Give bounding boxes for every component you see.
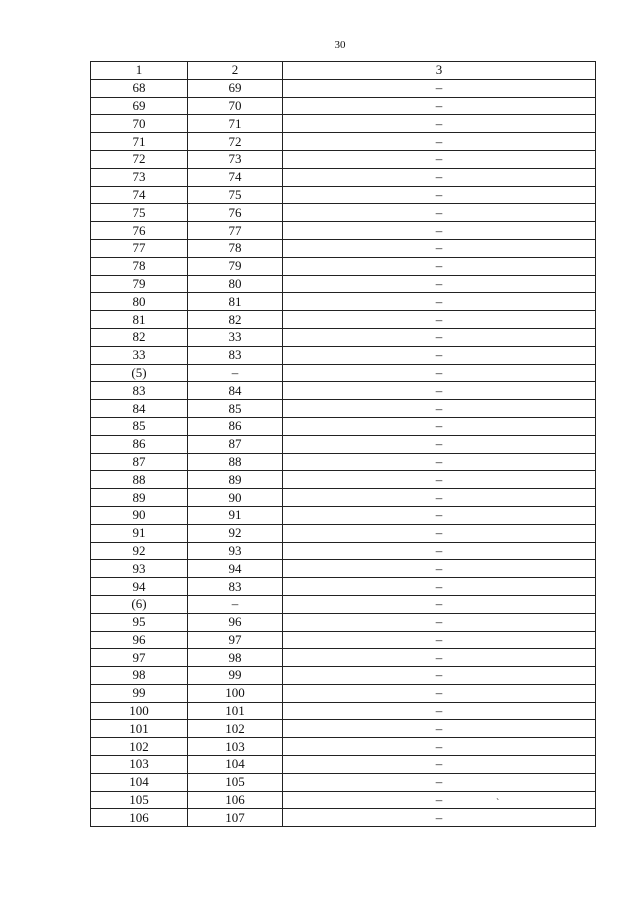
- table-cell-col-3: –: [283, 524, 596, 542]
- table-row: [91, 222, 596, 240]
- column-header-2: 2: [188, 62, 283, 80]
- table-cell-col-3: –: [283, 773, 596, 791]
- table-row: [91, 489, 596, 507]
- table-cell-col-1: 69: [91, 97, 188, 115]
- table-cell-col-2: 107: [188, 809, 283, 827]
- table-row: [91, 667, 596, 685]
- table-cell-col-1: 101: [91, 720, 188, 738]
- table-cell-col-1: 105: [91, 791, 188, 809]
- table-row: [91, 613, 596, 631]
- table-cell-col-3: –: [283, 578, 596, 596]
- table-row: [91, 400, 596, 418]
- table-cell-col-1: 86: [91, 435, 188, 453]
- table-row: [91, 168, 596, 186]
- table-cell-col-1: 75: [91, 204, 188, 222]
- table-cell-col-1: 70: [91, 115, 188, 133]
- table-row: [91, 524, 596, 542]
- table-cell-col-2: 89: [188, 471, 283, 489]
- table-cell-col-1: 91: [91, 524, 188, 542]
- table-cell-col-1: 92: [91, 542, 188, 560]
- table-row: [91, 756, 596, 774]
- table-cell-col-3: –: [283, 702, 596, 720]
- table-cell-col-3: –: [283, 560, 596, 578]
- table-cell-col-3: –: [283, 275, 596, 293]
- table-cell-col-3: –: [283, 400, 596, 418]
- table-cell-col-2: 98: [188, 649, 283, 667]
- table-cell-col-2: 77: [188, 222, 283, 240]
- table-cell-col-1: 87: [91, 453, 188, 471]
- table-cell-col-2: 88: [188, 453, 283, 471]
- table-cell-col-2: 90: [188, 489, 283, 507]
- table-body: [91, 62, 596, 827]
- table-cell-col-1: 76: [91, 222, 188, 240]
- table-cell-col-1: 33: [91, 346, 188, 364]
- table-cell-col-1: 89: [91, 489, 188, 507]
- table-cell-col-3: –: [283, 756, 596, 774]
- table-cell-col-3: –: [283, 346, 596, 364]
- table-cell-col-3: –: [283, 417, 596, 435]
- table-cell-col-3: –: [283, 720, 596, 738]
- table-cell-col-1: 78: [91, 257, 188, 275]
- table-cell-col-3: –: [283, 471, 596, 489]
- table-cell-col-2: 101: [188, 702, 283, 720]
- table-row: [91, 346, 596, 364]
- table-cell-col-1: 102: [91, 738, 188, 756]
- table-cell-col-3: –: [283, 613, 596, 631]
- table-cell-col-3: –: [283, 97, 596, 115]
- table-cell-col-1: 83: [91, 382, 188, 400]
- table-cell-col-3: –: [283, 328, 596, 346]
- table-cell-col-2: 71: [188, 115, 283, 133]
- table-cell-col-1: 106: [91, 809, 188, 827]
- table-row: [91, 133, 596, 151]
- table-row: [91, 97, 596, 115]
- table-row: [91, 684, 596, 702]
- table-cell-col-1: 94: [91, 578, 188, 596]
- table-cell-col-3: –: [283, 631, 596, 649]
- table-cell-col-1: (6): [91, 595, 188, 613]
- table-row: [91, 382, 596, 400]
- table-cell-col-1: 82: [91, 328, 188, 346]
- table-cell-col-2: 96: [188, 613, 283, 631]
- data-table: [90, 61, 596, 827]
- table-row: [91, 595, 596, 613]
- table-cell-col-3: –: [283, 542, 596, 560]
- table-row: [91, 275, 596, 293]
- table-cell-col-3: –: [283, 809, 596, 827]
- table-row: [91, 471, 596, 489]
- table-row: [91, 578, 596, 596]
- table-cell-col-1: 80: [91, 293, 188, 311]
- table-cell-col-2: 86: [188, 417, 283, 435]
- table-cell-col-2: 85: [188, 400, 283, 418]
- table-cell-col-1: 95: [91, 613, 188, 631]
- table-cell-col-2: 33: [188, 328, 283, 346]
- table-cell-col-3: –: [283, 667, 596, 685]
- table-cell-col-1: 103: [91, 756, 188, 774]
- table-cell-col-3: –: [283, 738, 596, 756]
- table-cell-col-3: –: [283, 311, 596, 329]
- table-row: [91, 257, 596, 275]
- table-cell-col-2: 70: [188, 97, 283, 115]
- table-cell-col-1: 104: [91, 773, 188, 791]
- table-row: [91, 293, 596, 311]
- table-cell-col-2: 78: [188, 239, 283, 257]
- table-cell-col-2: 105: [188, 773, 283, 791]
- page-number: 30: [334, 39, 346, 51]
- table-cell-col-1: 68: [91, 79, 188, 97]
- table-cell-col-1: 90: [91, 506, 188, 524]
- table-row: [91, 560, 596, 578]
- table-cell-col-1: 88: [91, 471, 188, 489]
- table-row: [91, 435, 596, 453]
- table-cell-col-2: 69: [188, 79, 283, 97]
- table-cell-col-3: –: [283, 204, 596, 222]
- table-row: [91, 809, 596, 827]
- table-row: [91, 649, 596, 667]
- table-cell-col-3: –: [283, 791, 596, 809]
- table-row: [91, 150, 596, 168]
- table-header-row: [91, 62, 596, 80]
- table-cell-col-2: 79: [188, 257, 283, 275]
- table-row: [91, 239, 596, 257]
- table-cell-col-1: 98: [91, 667, 188, 685]
- stray-mark: `: [496, 798, 500, 809]
- table-cell-col-2: –: [188, 595, 283, 613]
- table-cell-col-2: 83: [188, 578, 283, 596]
- table-row: [91, 702, 596, 720]
- table-cell-col-1: 71: [91, 133, 188, 151]
- table-cell-col-1: 73: [91, 168, 188, 186]
- table-cell-col-2: 92: [188, 524, 283, 542]
- table-cell-col-3: –: [283, 257, 596, 275]
- table-cell-col-3: –: [283, 684, 596, 702]
- table-cell-col-3: –: [283, 506, 596, 524]
- table-cell-col-3: –: [283, 186, 596, 204]
- table-cell-col-2: 76: [188, 204, 283, 222]
- column-header-3: 3: [283, 62, 596, 80]
- table-row: [91, 738, 596, 756]
- table-cell-col-2: 100: [188, 684, 283, 702]
- data-table-container: [90, 61, 596, 827]
- table-cell-col-1: 97: [91, 649, 188, 667]
- table-cell-col-1: 99: [91, 684, 188, 702]
- table-cell-col-3: –: [283, 222, 596, 240]
- table-cell-col-3: –: [283, 293, 596, 311]
- table-cell-col-1: 74: [91, 186, 188, 204]
- table-cell-col-2: 99: [188, 667, 283, 685]
- table-row: [91, 311, 596, 329]
- table-cell-col-2: 83: [188, 346, 283, 364]
- table-cell-col-2: 97: [188, 631, 283, 649]
- table-cell-col-3: –: [283, 364, 596, 382]
- table-row: [91, 773, 596, 791]
- table-cell-col-1: 79: [91, 275, 188, 293]
- table-cell-col-2: 91: [188, 506, 283, 524]
- table-cell-col-2: 81: [188, 293, 283, 311]
- table-row: [91, 453, 596, 471]
- table-row: [91, 417, 596, 435]
- table-row: [91, 364, 596, 382]
- table-row: [91, 720, 596, 738]
- table-cell-col-2: 72: [188, 133, 283, 151]
- table-cell-col-1: 100: [91, 702, 188, 720]
- table-cell-col-1: 81: [91, 311, 188, 329]
- table-cell-col-2: 93: [188, 542, 283, 560]
- table-cell-col-3: –: [283, 150, 596, 168]
- table-row: [91, 506, 596, 524]
- table-cell-col-2: 102: [188, 720, 283, 738]
- table-cell-col-2: 74: [188, 168, 283, 186]
- table-cell-col-3: –: [283, 435, 596, 453]
- table-cell-col-1: 77: [91, 239, 188, 257]
- table-cell-col-3: –: [283, 115, 596, 133]
- table-cell-col-1: 84: [91, 400, 188, 418]
- table-row: [91, 542, 596, 560]
- table-row: [91, 186, 596, 204]
- table-cell-col-2: 106: [188, 791, 283, 809]
- table-row: [91, 328, 596, 346]
- table-cell-col-3: –: [283, 595, 596, 613]
- column-header-1: 1: [91, 62, 188, 80]
- table-cell-col-2: 87: [188, 435, 283, 453]
- table-cell-col-2: 80: [188, 275, 283, 293]
- table-cell-col-3: –: [283, 79, 596, 97]
- table-cell-col-3: –: [283, 239, 596, 257]
- table-cell-col-3: –: [283, 168, 596, 186]
- table-cell-col-1: 85: [91, 417, 188, 435]
- table-row: [91, 631, 596, 649]
- table-cell-col-3: –: [283, 133, 596, 151]
- table-cell-col-2: 75: [188, 186, 283, 204]
- table-cell-col-3: –: [283, 649, 596, 667]
- table-cell-col-2: 103: [188, 738, 283, 756]
- table-cell-col-3: –: [283, 453, 596, 471]
- table-row: [91, 115, 596, 133]
- table-cell-col-2: 84: [188, 382, 283, 400]
- table-row: [91, 79, 596, 97]
- table-cell-col-2: 82: [188, 311, 283, 329]
- table-cell-col-1: 96: [91, 631, 188, 649]
- table-cell-col-2: –: [188, 364, 283, 382]
- table-cell-col-1: 72: [91, 150, 188, 168]
- table-cell-col-2: 104: [188, 756, 283, 774]
- table-cell-col-2: 94: [188, 560, 283, 578]
- table-row: [91, 791, 596, 809]
- table-row: [91, 204, 596, 222]
- table-cell-col-3: –: [283, 382, 596, 400]
- table-cell-col-1: (5): [91, 364, 188, 382]
- table-cell-col-1: 93: [91, 560, 188, 578]
- table-cell-col-3: –: [283, 489, 596, 507]
- table-cell-col-2: 73: [188, 150, 283, 168]
